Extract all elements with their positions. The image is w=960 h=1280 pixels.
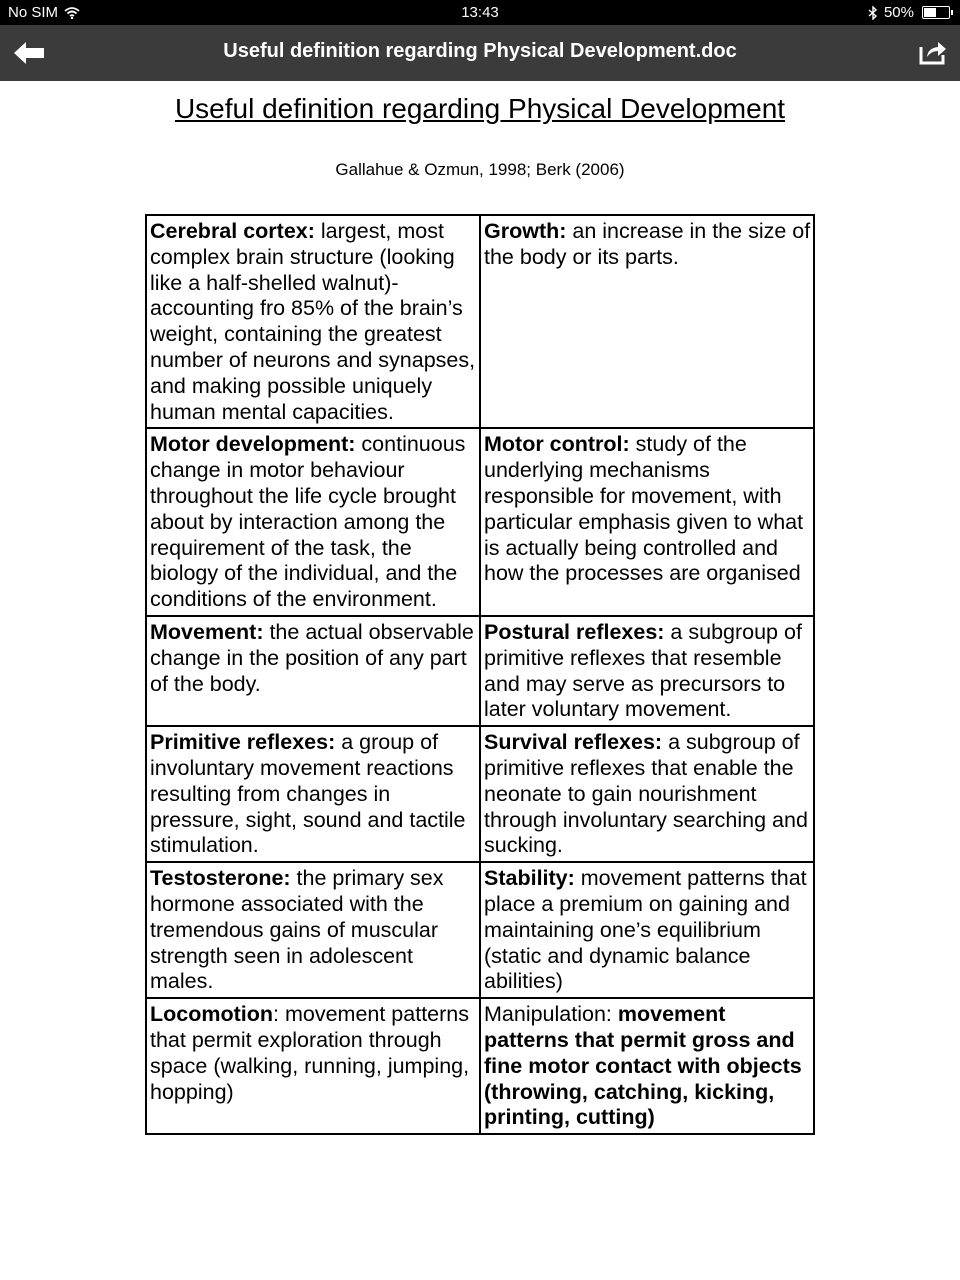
clock: 13:43 xyxy=(461,4,499,21)
definition-cell xyxy=(146,862,480,998)
status-bar xyxy=(0,0,960,25)
definition-text: the actual observable change in the position of any part of the body. xyxy=(150,619,474,696)
definition-term: Motor control: xyxy=(484,432,630,457)
definition-cell xyxy=(146,998,480,1134)
battery-nub xyxy=(951,10,953,15)
definition-cell xyxy=(480,726,814,862)
table-row xyxy=(146,998,814,1134)
definition-text: a group of involuntary movement reactions resulting from changes in pressure, sight, sound and tactile stimulation. xyxy=(150,730,466,858)
table-row xyxy=(146,215,814,428)
definition-term: Stability: xyxy=(484,866,575,891)
definition-text: a subgroup of primitive reflexes that enable the neonate to gain nourishment through involuntary searching and sucking. xyxy=(484,730,808,858)
definition-cell xyxy=(480,215,814,428)
table-row xyxy=(146,616,814,726)
definition-cell xyxy=(146,428,480,616)
battery-fill xyxy=(924,8,936,17)
definition-term: Primitive reflexes: xyxy=(150,730,336,755)
share-icon[interactable] xyxy=(918,38,948,66)
table-row xyxy=(146,428,814,616)
definition-term: Movement: xyxy=(150,619,264,644)
status-right xyxy=(868,4,950,21)
definition-cell xyxy=(480,862,814,998)
document-title: Useful definition regarding Physical Development xyxy=(174,93,786,124)
definition-text: study of the underlying mechanisms responsible for movement, with particular emphasis given to what is actually being controlled and how the processes are organised xyxy=(484,432,804,586)
definition-term: Survival reflexes: xyxy=(484,730,663,755)
definition-term: Motor development: xyxy=(150,432,356,457)
definition-text: continuous change in motor behaviour throughout the life cycle brought about by interaction among the requirement of the task, the biology of the individual, and the conditions of the environment. xyxy=(150,432,466,612)
definition-cell xyxy=(146,726,480,862)
bluetooth-icon xyxy=(868,6,878,20)
carrier-label: No SIM xyxy=(8,4,59,21)
definition-cell xyxy=(146,215,480,428)
definition-text: movement patterns that place a premium on gaining and maintaining one’s equilibrium (static and dynamic balance abilities) xyxy=(484,866,807,994)
definition-text: the primary sex hormone associated with the tremendous gains of muscular strength seen in adolescent males. xyxy=(150,866,444,994)
document-subtitle: Gallahue & Ozmun, 1998; Berk (2006) xyxy=(335,160,625,179)
table-row xyxy=(146,726,814,862)
definition-term: Manipulation: xyxy=(484,1002,618,1027)
definition-text: largest, most complex brain structure (looking like a half-shelled walnut)- accounting fro 85% of the brain’s weight, containing the greatest number of neurons and synapses, and making possible uniquely human mental capacities. xyxy=(150,219,476,424)
definition-cell xyxy=(480,616,814,726)
nav-title: Useful definition regarding Physical Development.doc xyxy=(223,40,737,62)
definition-cell xyxy=(146,616,480,726)
battery-percent: 50% xyxy=(883,4,914,21)
definition-text: a subgroup of primitive reflexes that resemble and may serve as precursors to later voluntary movement. xyxy=(484,619,802,722)
definitions-table xyxy=(145,214,815,1135)
definition-cell xyxy=(480,428,814,616)
definition-cell xyxy=(480,998,814,1134)
definition-term: Growth: xyxy=(484,219,567,243)
definition-text: movement patterns that permit gross and fine motor contact with objects (throwing, catching, kicking, printing, cutting) xyxy=(484,1002,802,1130)
definition-term: Cerebral cortex: xyxy=(150,219,315,243)
battery-icon xyxy=(922,6,950,19)
table-row xyxy=(146,862,814,998)
definition-term: Postural reflexes: xyxy=(484,619,665,644)
definition-text: : movement patterns that permit exploration through space (walking, running, jumping, hopping) xyxy=(150,1002,470,1104)
definition-text: an increase in the size of the body or its parts. xyxy=(484,219,811,269)
definition-term: Locomotion xyxy=(150,1002,274,1027)
definition-term: Testosterone: xyxy=(150,866,291,891)
nav-bar xyxy=(0,25,960,81)
